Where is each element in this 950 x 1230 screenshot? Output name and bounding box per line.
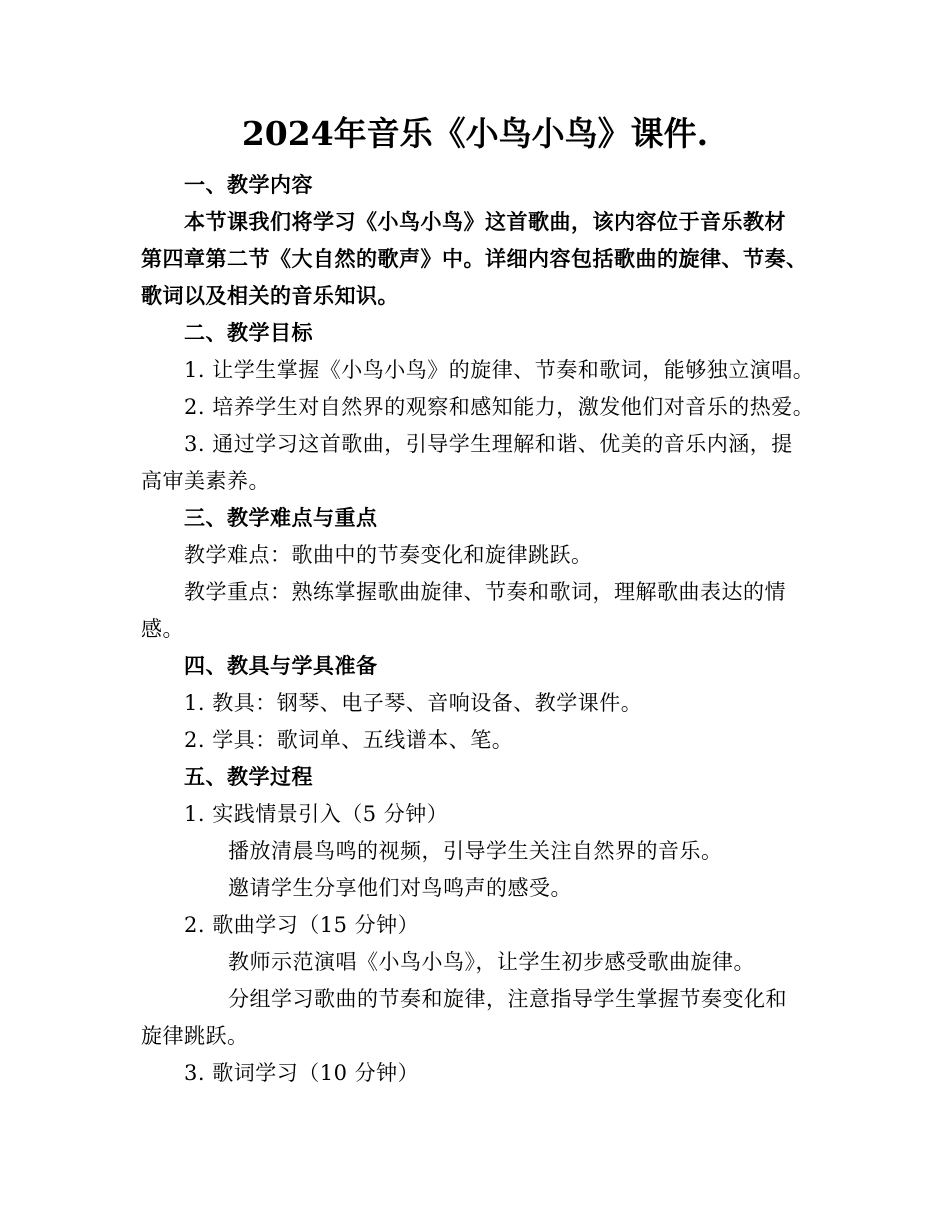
process-substep: 邀请学生分享他们对鸟鸣声的感受。: [228, 876, 572, 900]
objective-item: 3. 通过学习这首歌曲，引导学生理解和谐、优美的音乐内涵，提: [184, 432, 793, 456]
process-step: 3. 歌词学习（10 分钟）: [184, 1061, 420, 1085]
objective-item: 2. 培养学生对自然界的观察和感知能力，激发他们对音乐的热爱。: [184, 395, 815, 419]
document-title: 2024年音乐《小鸟小鸟》课件.: [241, 114, 709, 153]
process-substep: 播放清晨鸟鸣的视频，引导学生关注自然界的音乐。: [228, 839, 723, 863]
difficulty-text: 教学难点：歌曲中的节奏变化和旋律跳跃。: [184, 543, 593, 567]
content-paragraph-line: 本节课我们将学习《小鸟小鸟》这首歌曲，该内容位于音乐教材: [184, 209, 786, 234]
content-paragraph-line: 第四章第二节《大自然的歌声》中。详细内容包括歌曲的旋律、节奏、: [141, 246, 808, 271]
process-step: 2. 歌曲学习（15 分钟）: [184, 913, 420, 937]
process-substep: 教师示范演唱《小鸟小鸟》，让学生初步感受歌曲旋律。: [228, 950, 755, 974]
materials-item: 2. 学具：歌词单、五线谱本、笔。: [184, 728, 514, 752]
key-point-continuation: 感。: [141, 617, 184, 641]
content-paragraph-line: 歌词以及相关的音乐知识。: [141, 283, 399, 308]
key-point-text: 教学重点：熟练掌握歌曲旋律、节奏和歌词，理解歌曲表达的情: [184, 580, 786, 604]
section-heading-materials: 四、教具与学具准备: [184, 653, 378, 678]
section-heading-objectives: 二、教学目标: [184, 320, 313, 345]
process-substep-continuation: 旋律跳跃。: [141, 1024, 249, 1048]
section-heading-process: 五、教学过程: [184, 764, 313, 789]
section-heading-content: 一、教学内容: [184, 172, 313, 197]
materials-item: 1. 教具：钢琴、电子琴、音响设备、教学课件。: [184, 691, 643, 715]
process-substep: 分组学习歌曲的节奏和旋律，注意指导学生掌握节奏变化和: [228, 987, 787, 1011]
process-step: 1. 实践情景引入（5 分钟）: [184, 802, 449, 826]
objective-item-continuation: 高审美素养。: [141, 469, 270, 493]
objective-item: 1. 让学生掌握《小鸟小鸟》的旋律、节奏和歌词，能够独立演唱。: [184, 358, 815, 382]
section-heading-difficulties: 三、教学难点与重点: [184, 505, 378, 530]
